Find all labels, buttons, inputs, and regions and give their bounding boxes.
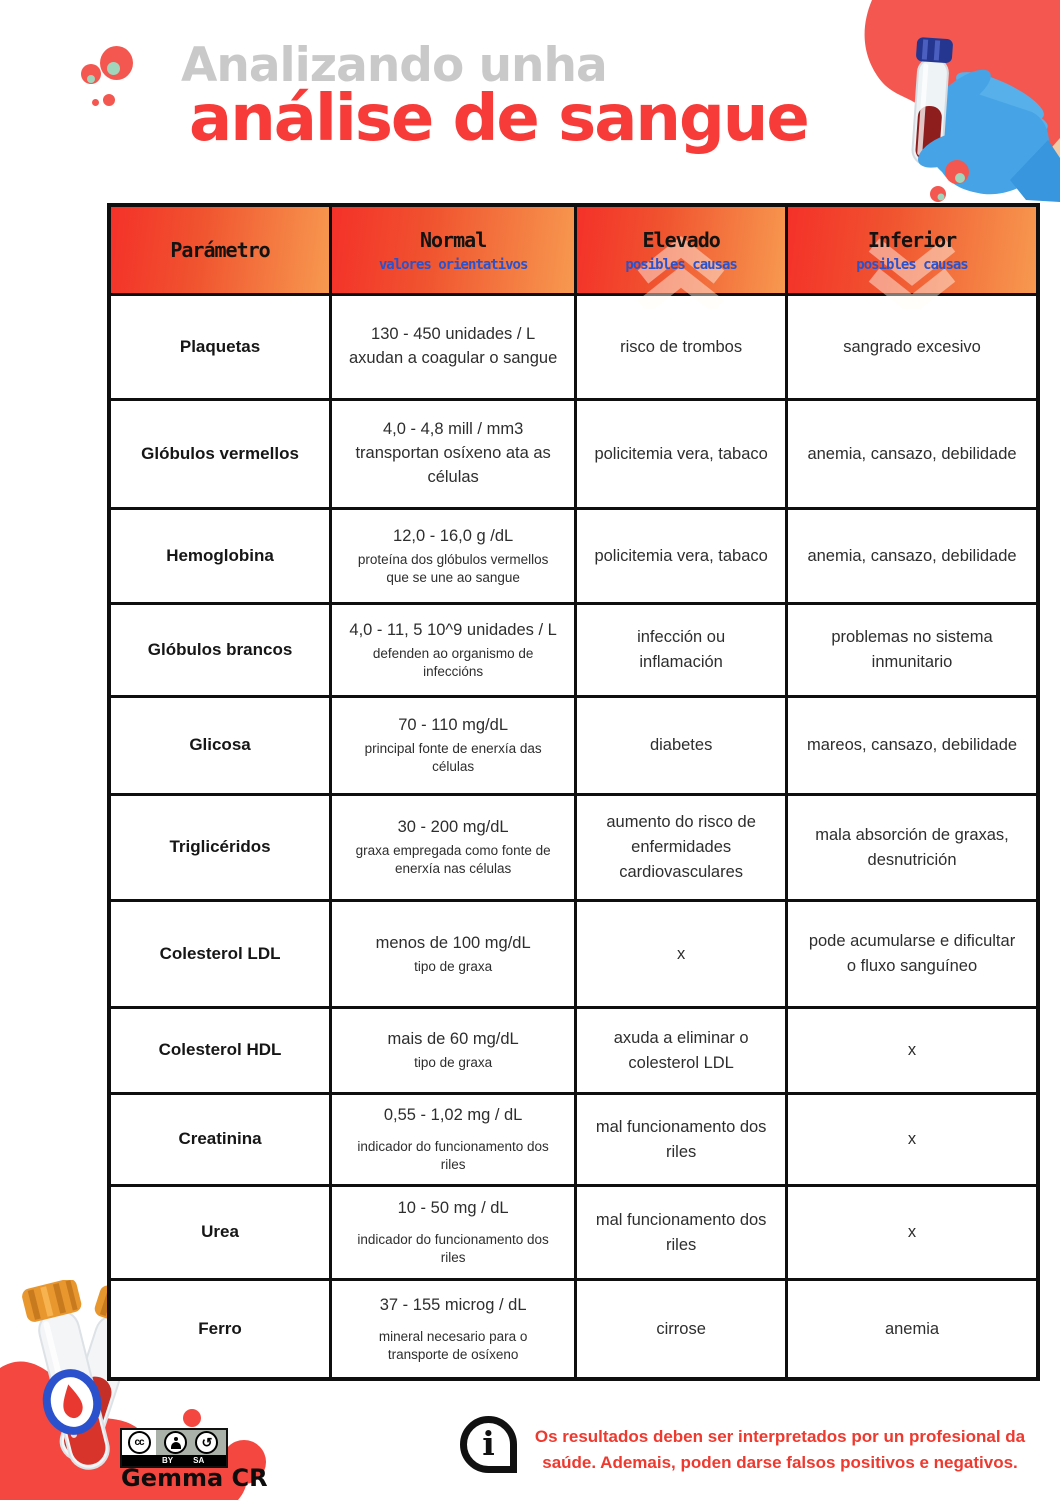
normal-cell <box>332 296 577 401</box>
elevated-cause: policitemia vera, tabaco <box>594 444 768 463</box>
parameter-cell <box>111 605 332 698</box>
column-sublabel: posibles causas <box>625 256 737 273</box>
normal-value: 70 - 110 mg/dL <box>398 716 508 735</box>
parameter-cell <box>111 1187 332 1281</box>
column-label: Inferior <box>867 227 957 252</box>
parameter-cell <box>111 296 332 401</box>
parameter-cell <box>111 902 332 1009</box>
header-cell-inferior <box>788 207 1036 296</box>
elevated-cause-cell <box>577 401 788 510</box>
parameter-cell <box>111 796 332 902</box>
author-credit: Gemma CR <box>121 1464 268 1492</box>
parameter-name: Colesterol HDL <box>158 1040 282 1060</box>
table-row <box>111 1009 1036 1095</box>
normal-value: mais de 60 mg/dL <box>387 1030 519 1049</box>
normal-value: 30 - 200 mg/dL <box>397 818 509 837</box>
decor-dot <box>107 62 120 75</box>
parameter-name: Colesterol LDL <box>159 943 281 963</box>
normal-cell <box>332 1009 577 1095</box>
normal-description: proteína dos glóbulos vermellos que se une ao sangue <box>357 551 549 585</box>
info-i-glyph: i <box>482 1423 495 1463</box>
elevated-cause: infección ou inflamación <box>637 628 726 671</box>
page-title-line2: análise de sangue <box>189 82 808 156</box>
low-cause: anemia, cansazo, debilidade <box>807 546 1017 565</box>
low-cause-cell <box>788 1009 1036 1095</box>
column-label: Normal <box>420 227 487 252</box>
normal-value: 130 - 450 unidades / L <box>371 325 536 344</box>
low-cause-cell <box>788 1095 1036 1187</box>
elevated-cause: diabetes <box>649 736 713 755</box>
table-row <box>111 902 1036 1009</box>
elevated-cause-cell <box>577 510 788 605</box>
normal-description: principal fonte de enerxía das células <box>364 741 542 775</box>
elevated-cause-cell <box>577 1009 788 1095</box>
normal-description: indicador do funcionamento dos riles <box>357 1232 549 1266</box>
parameter-name: Hemoglobina <box>166 545 274 565</box>
page-title-line1: Analizando unha <box>181 38 607 93</box>
normal-cell <box>332 796 577 902</box>
normal-value: menos de 100 mg/dL <box>375 933 531 952</box>
low-cause-cell <box>788 1281 1036 1377</box>
parameter-name: Glóbulos vermellos <box>141 443 299 463</box>
elevated-cause-cell <box>577 1281 788 1377</box>
parameter-cell <box>111 1281 332 1377</box>
elevated-cause-cell <box>577 1187 788 1281</box>
parameter-name: Glóbulos brancos <box>147 639 293 659</box>
decor-dot <box>87 75 95 83</box>
parameter-name: Creatinina <box>178 1129 262 1149</box>
normal-value: 0,55 - 1,02 mg / dL <box>383 1106 523 1125</box>
normal-description: graxa empregada como fonte de enerxía nas células <box>355 843 551 877</box>
low-cause: x <box>907 1041 917 1060</box>
low-cause-cell <box>788 902 1036 1009</box>
elevated-cause: aumento do risco de enfermidades cardiovasculares <box>606 813 756 881</box>
low-cause: pode acumularse e dificultar o fluxo sanguíneo <box>808 932 1016 975</box>
table-row <box>111 296 1036 401</box>
cc-by-label: BY <box>162 1455 174 1465</box>
elevated-cause-cell <box>577 698 788 796</box>
header-cell-elevado <box>577 207 788 296</box>
elevated-cause-cell <box>577 1095 788 1187</box>
disclaimer-note: Os resultados deben ser interpretados por un profesional da saúde. Ademais, poden darse falsos positivos e negativos. <box>534 1427 1026 1473</box>
low-cause: x <box>907 1223 917 1242</box>
column-label: Elevado <box>642 227 720 252</box>
normal-value: 10 - 50 mg / dL <box>397 1199 509 1218</box>
normal-description: indicador do funcionamento dos riles <box>357 1139 549 1173</box>
low-cause: sangrado excesivo <box>843 337 981 356</box>
decor-dot <box>103 94 115 106</box>
normal-value: 4,0 - 11, 5 10^9 unidades / L <box>349 620 557 639</box>
parameter-cell <box>111 1095 332 1187</box>
table-row <box>111 1281 1036 1377</box>
low-cause: problemas no sistema inmunitario <box>831 628 993 671</box>
parameter-name: Ferro <box>198 1318 242 1338</box>
decor-dot <box>92 99 99 106</box>
normal-cell <box>332 1281 577 1377</box>
cc-license-badge <box>120 1428 228 1468</box>
cc-sa-label: SA <box>193 1455 205 1465</box>
elevated-cause-cell <box>577 902 788 1009</box>
column-sublabel: posibles causas <box>856 256 968 273</box>
cc-sa-icon: ↺ <box>195 1431 218 1454</box>
normal-cell <box>332 605 577 698</box>
elevated-cause: cirrose <box>656 1319 706 1338</box>
table-row <box>111 605 1036 698</box>
normal-description: tipo de graxa <box>414 1055 493 1071</box>
table-row <box>111 401 1036 510</box>
table-row <box>111 1095 1036 1187</box>
table-body <box>111 296 1036 1377</box>
parameter-cell <box>111 510 332 605</box>
table-row <box>111 698 1036 796</box>
parameter-name: Urea <box>201 1222 239 1242</box>
low-cause-cell <box>788 1187 1036 1281</box>
parameter-name: Triglicéridos <box>169 837 271 857</box>
low-cause-cell <box>788 605 1036 698</box>
cc-modules-section <box>156 1430 226 1455</box>
table-row <box>111 796 1036 902</box>
normal-cell <box>332 401 577 510</box>
normal-cell <box>332 902 577 1009</box>
elevated-cause: policitemia vera, tabaco <box>594 546 768 565</box>
cc-by-icon <box>164 1431 187 1454</box>
parameter-cell <box>111 401 332 510</box>
low-cause-cell <box>788 296 1036 401</box>
normal-cell <box>332 510 577 605</box>
normal-value: 4,0 - 4,8 mill / mm3 <box>382 420 524 439</box>
table-row <box>111 510 1036 605</box>
low-cause-cell <box>788 698 1036 796</box>
low-cause: mareos, cansazo, debilidade <box>807 736 1018 755</box>
blood-values-table <box>107 203 1040 1381</box>
normal-description: transportan osíxeno ata as células <box>355 444 551 486</box>
cc-icon: cc <box>128 1431 151 1454</box>
normal-value: 37 - 155 microg / dL <box>379 1295 527 1314</box>
cc-logo-section <box>122 1430 156 1455</box>
parameter-name: Plaquetas <box>179 336 261 356</box>
normal-description: tipo de graxa <box>414 958 493 974</box>
person-icon <box>171 1437 181 1449</box>
normal-cell <box>332 1095 577 1187</box>
table-row <box>111 1187 1036 1281</box>
elevated-cause: mal funcionamento dos riles <box>595 1117 767 1161</box>
elevated-cause-cell <box>577 796 788 902</box>
low-cause-cell <box>788 796 1036 902</box>
normal-description: mineral necesario para o transporte de osíxeno <box>378 1328 528 1362</box>
info-icon <box>460 1416 517 1473</box>
header-cell-normal <box>332 207 577 296</box>
elevated-cause-cell <box>577 296 788 401</box>
low-cause-cell <box>788 401 1036 510</box>
normal-description: axudan a coagular o sangue <box>349 349 558 367</box>
normal-cell <box>332 1187 577 1281</box>
parameter-cell <box>111 698 332 796</box>
elevated-cause-cell <box>577 605 788 698</box>
header-cell-parametro <box>111 207 332 296</box>
elevated-cause: x <box>677 944 686 963</box>
normal-cell <box>332 698 577 796</box>
low-cause: anemia, cansazo, debilidade <box>807 444 1017 463</box>
table-header-row <box>111 207 1036 296</box>
elevated-cause: axuda a eliminar o colesterol LDL <box>613 1028 749 1072</box>
normal-description: defenden ao organismo de infeccións <box>372 645 534 679</box>
low-cause: x <box>907 1130 917 1149</box>
elevated-cause: mal funcionamento dos riles <box>595 1210 767 1254</box>
hand-test-tube-illustration <box>850 0 1060 235</box>
column-sublabel: valores orientativos <box>378 256 528 273</box>
elevated-cause: risco de trombos <box>620 337 743 356</box>
low-cause-cell <box>788 510 1036 605</box>
parameter-name: Glicosa <box>189 735 251 755</box>
column-label: Parámetro <box>170 238 270 262</box>
low-cause: mala absorción de graxas, desnutrición <box>815 825 1009 869</box>
low-cause: anemia <box>884 1319 940 1338</box>
parameter-cell <box>111 1009 332 1095</box>
normal-value: 12,0 - 16,0 g /dL <box>393 526 514 545</box>
